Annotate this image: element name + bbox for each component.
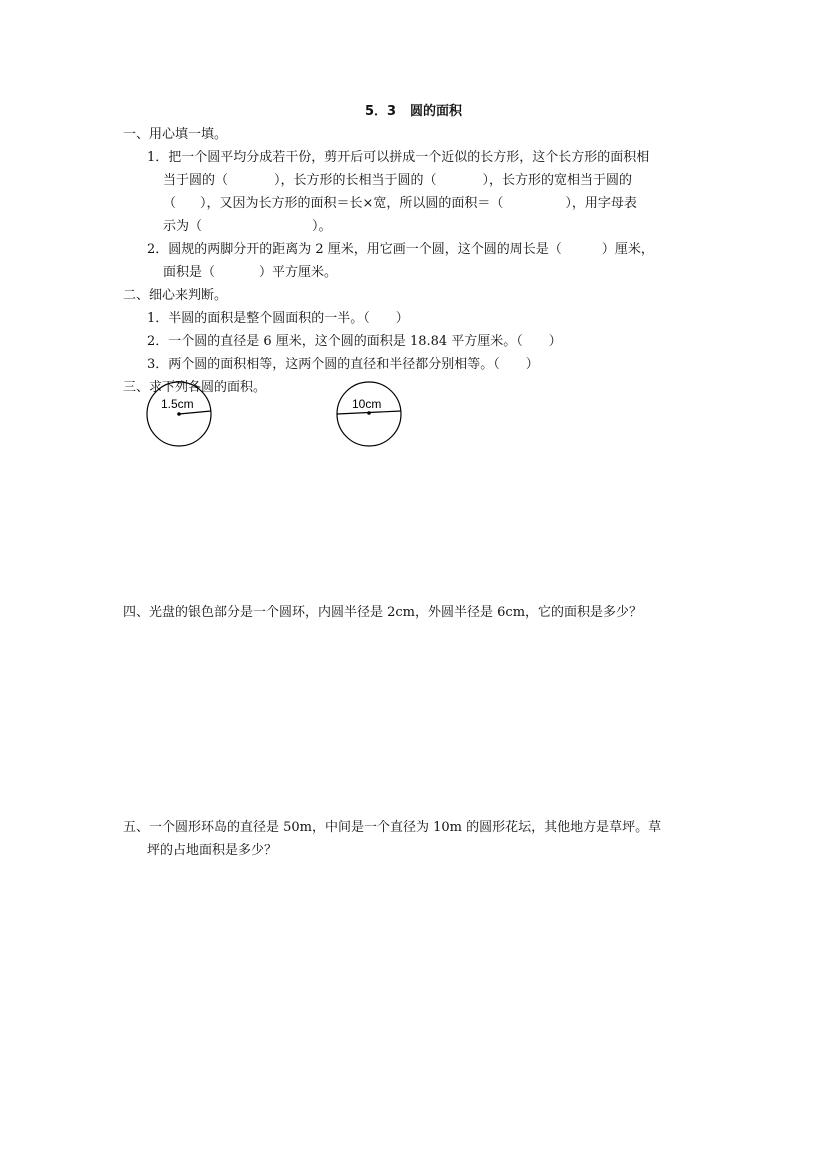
q2-line1 xyxy=(147,242,654,258)
q2-line2-text-b: ）平方厘米。 xyxy=(259,265,338,280)
section5-line2: 坪的占地面积是多少？ xyxy=(147,843,278,858)
circle-figure-2 xyxy=(335,381,405,455)
radius-label: 1.5cm xyxy=(161,397,194,411)
title-number: 5．3 xyxy=(364,104,397,119)
q1-line2-text-c: ），长方形的宽相当于圆的 xyxy=(482,173,633,188)
q1-line2 xyxy=(163,173,632,189)
q1-line4-text-b: ）。 xyxy=(312,219,332,234)
circle-figure-1 xyxy=(145,381,215,455)
q1-line4-text-a: 示为（ xyxy=(163,219,203,234)
circle-radius-diagram xyxy=(145,381,215,451)
diameter-label: 10cm xyxy=(352,397,382,411)
judge-item-1: 1．半圆的面积是整个圆面积的一半。（ ） xyxy=(147,311,409,326)
q1-line2-text-a: 当于圆的（ xyxy=(163,173,229,188)
q1-line4 xyxy=(163,219,332,235)
center-dot xyxy=(367,411,371,415)
q1-line2-text-b: ），长方形的长相当于圆的（ xyxy=(274,173,437,188)
q2-line1-text-a: 2．圆规的两脚分开的距离为 2 厘米，用它画一个圆，这个圆的周长是（ xyxy=(147,242,562,257)
section4-question: 四、光盘的银色部分是一个圆环，内圆半径是 2cm，外圆半径是 6cm，它的面积是多少？ xyxy=(123,605,643,620)
circle-diameter-diagram xyxy=(335,381,405,451)
page-title xyxy=(0,104,827,120)
radius-line xyxy=(179,411,211,414)
center-dot xyxy=(177,412,181,416)
judge-item-2: 2．一个圆的直径是 6 厘米，这个圆的面积是 18.84 平方厘米。（ ） xyxy=(147,334,562,349)
q1-line1: 1．把一个圆平均分成若干份，剪开后可以拼成一个近似的长方形，这个长方形的面积相 xyxy=(147,150,650,165)
judge-item-3: 3．两个圆的面积相等，这两个圆的直径和半径都分别相等。（ ） xyxy=(147,357,539,372)
section2-heading: 二、细心来判断。 xyxy=(123,288,228,303)
section5-line1: 五、一个圆形环岛的直径是 50m，中间是一个直径为 10m 的圆形花坛，其他地方是草坪。草 xyxy=(123,820,662,835)
q1-line3-text-b: ），又因为长方形的面积＝长×宽，所以圆的面积＝（ xyxy=(200,196,504,211)
section1-heading: 一、用心填一填。 xyxy=(123,127,228,142)
q1-line3-text-c: ），用字母表 xyxy=(565,196,637,211)
q1-line3 xyxy=(163,196,637,212)
title-text: 圆的面积 xyxy=(410,104,463,119)
q2-line2-text-a: 面积是（ xyxy=(163,265,216,280)
q1-line3-text-a: （ xyxy=(163,196,177,211)
section3-heading: 三、求下列各圆的面积。 xyxy=(123,380,267,395)
q2-line2 xyxy=(163,265,337,281)
q2-line1-text-b: ）厘米， xyxy=(601,242,654,257)
